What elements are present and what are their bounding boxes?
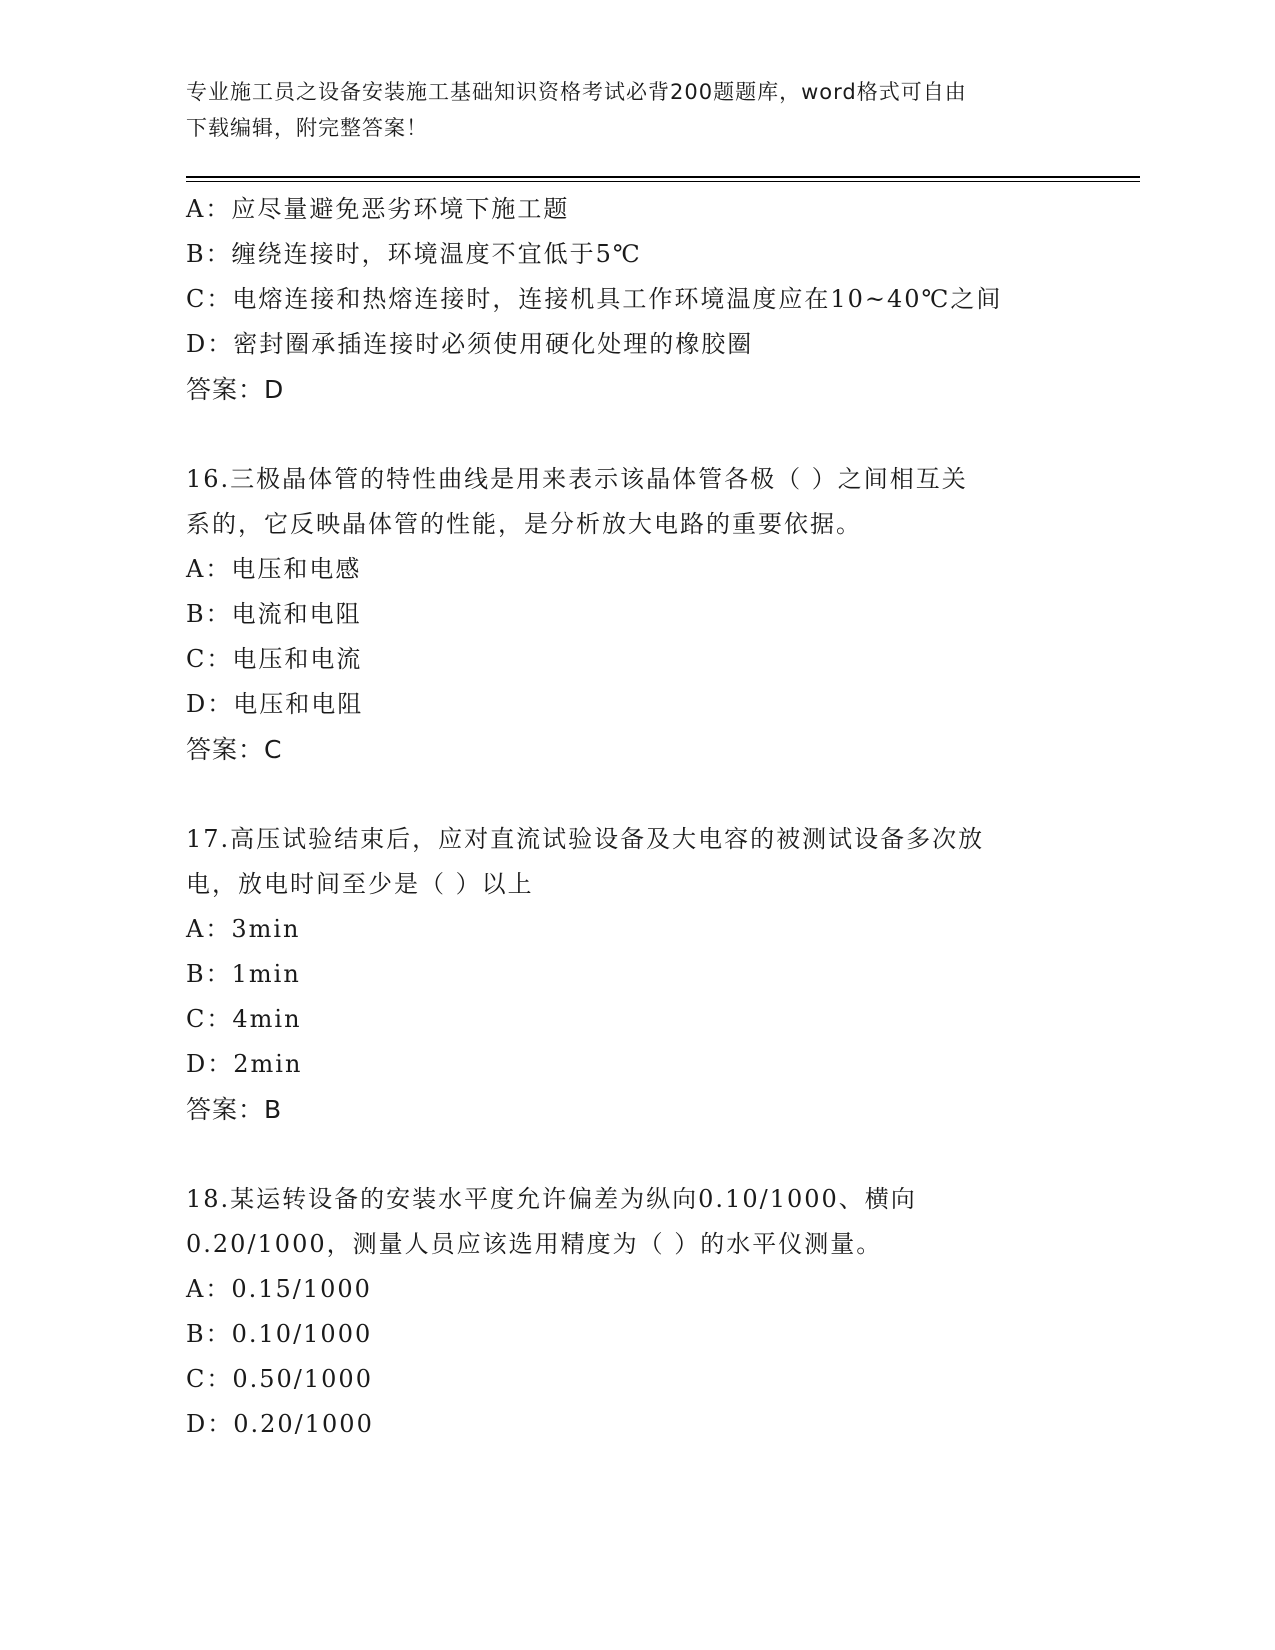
question-content — [186, 187, 1086, 1447]
option-c: C：4min — [186, 1005, 302, 1033]
option-d: D：密封圈承插连接时必须使用硬化处理的橡胶圈 — [186, 330, 754, 358]
question-stem-line-2: 0.20/1000，测量人员应该选用精度为（ ）的水平仪测量。 — [186, 1230, 883, 1258]
option-a: A：0.15/1000 — [186, 1275, 372, 1303]
option-b: B：1min — [186, 960, 301, 988]
question-16-block — [186, 457, 1086, 772]
option-b: B：0.10/1000 — [186, 1320, 373, 1348]
option-b: B：电流和电阻 — [186, 600, 362, 628]
answer-line: 答案：C — [186, 735, 283, 764]
question-stem-line-1: 16.三极晶体管的特性曲线是用来表示该晶体管各极（ ）之间相互关 — [186, 465, 968, 493]
document-header — [186, 74, 1066, 146]
option-a: A：电压和电感 — [186, 555, 362, 583]
question-stem-line-1: 18.某运转设备的安装水平度允许偏差为纵向0.10/1000、横向 — [186, 1185, 917, 1213]
option-d: D：0.20/1000 — [186, 1410, 374, 1438]
header-line-2: 下载编辑，附完整答案！ — [186, 116, 428, 140]
option-a: A：应尽量避免恶劣环境下施工题 — [186, 195, 570, 223]
option-b: B：缠绕连接时，环境温度不宜低于5℃ — [186, 240, 642, 268]
question-stem-line-2: 电，放电时间至少是（ ）以上 — [186, 870, 534, 898]
option-c: C：电压和电流 — [186, 645, 363, 673]
question-stem-line-1: 17.高压试验结束后，应对直流试验设备及大电容的被测试设备多次放 — [186, 825, 985, 853]
answer-line: 答案：B — [186, 1095, 283, 1124]
answer-line: 答案：D — [186, 375, 285, 404]
question-15-block — [186, 187, 1086, 412]
header-rule-thick — [186, 176, 1140, 178]
option-c: C：0.50/1000 — [186, 1365, 373, 1393]
header-rule-thin — [186, 181, 1140, 182]
option-d: D：2min — [186, 1050, 303, 1078]
question-18-block — [186, 1177, 1086, 1447]
question-stem-line-2: 系的，它反映晶体管的性能，是分析放大电路的重要依据。 — [186, 510, 862, 538]
option-c: C：电熔连接和热熔连接时，连接机具工作环境温度应在10~40℃之间 — [186, 285, 1003, 313]
option-d: D：电压和电阻 — [186, 690, 364, 718]
question-17-block — [186, 817, 1086, 1132]
option-a: A：3min — [186, 915, 301, 943]
header-line-1: 专业施工员之设备安装施工基础知识资格考试必背200题题库，word格式可自由 — [186, 80, 967, 104]
